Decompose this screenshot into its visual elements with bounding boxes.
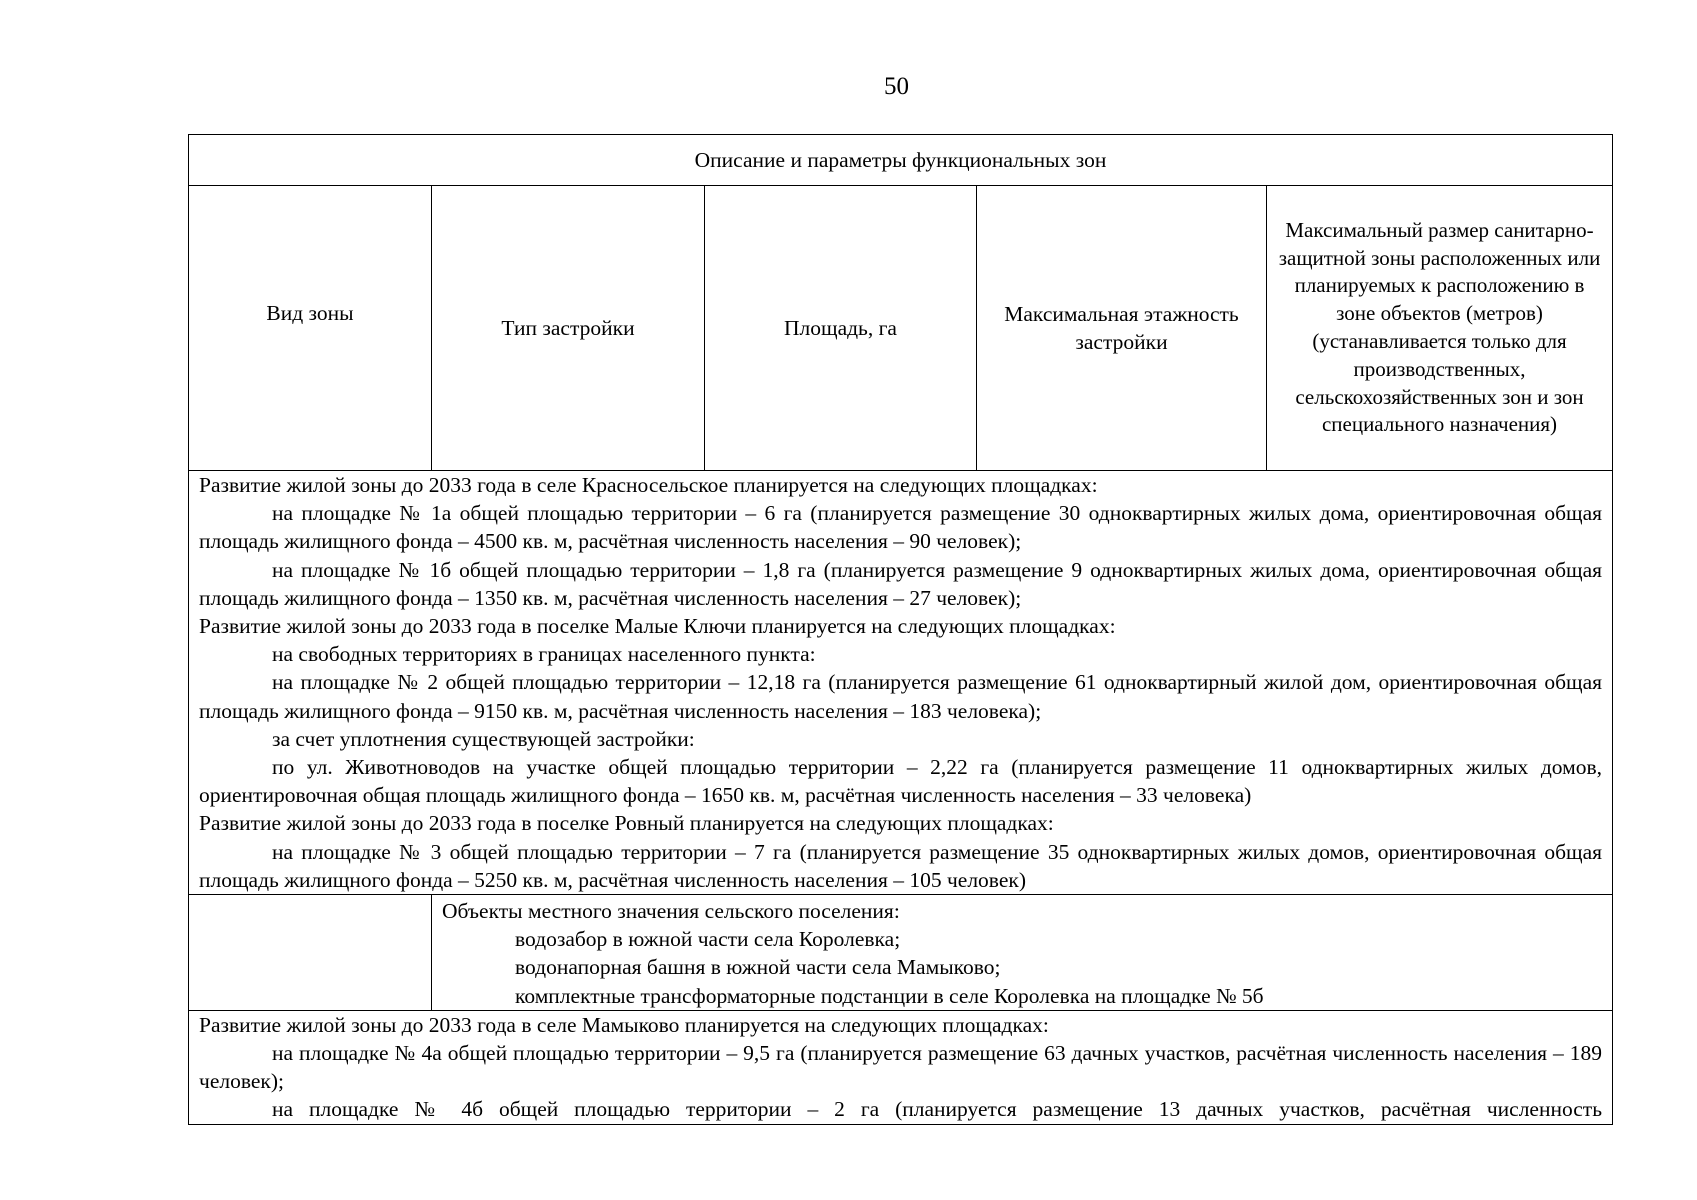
functional-zones-table <box>188 134 1613 1125</box>
paragraph: на площадке № 1а общей площадью территории – 6 га (планируется размещение 30 одноквартирных жилых дома, ориентировочная общая площадь жилищного фонда – 4500 кв. м, расчётная численность населения – 90 человек); <box>199 501 1603 554</box>
section-row <box>189 1010 1613 1124</box>
section-text <box>189 1010 1613 1124</box>
header-max-floors: Максимальная этажность застройки <box>977 186 1267 471</box>
paragraph: Развитие жилой зоны до 2033 года в поселке Малые Ключи планируется на следующих площадках: <box>199 614 1116 639</box>
empty-cell <box>189 895 432 1011</box>
paragraph: на площадке № 2 общей площадью территории – 12,18 га (планируется размещение 61 одноквартирный жилой дом, ориентировочная общая площадь жилищного фонда – 9150 кв. м, расчётная численность населения – 183 человека); <box>199 670 1603 723</box>
object-item: водонапорная башня в южной части села Мамыково; <box>515 955 1001 980</box>
table-title: Описание и параметры функциональных зон <box>189 135 1613 186</box>
paragraph: на площадке № 4б общей площадью территории – 2 га (планируется размещение 13 дачных участков, расчётная численность <box>272 1097 1603 1122</box>
objects-heading: Объекты местного значения сельского поселения: <box>442 899 900 924</box>
page-number: 50 <box>884 73 909 100</box>
paragraph: на свободных территориях в границах населенного пункта: <box>272 642 816 667</box>
header-zone-type: Вид зоны <box>189 186 432 471</box>
object-item: комплектные трансформаторные подстанции в селе Королевка на площадке № 5б <box>515 983 1264 1008</box>
objects-row <box>189 895 1613 1011</box>
paragraph: Развитие жилой зоны до 2033 года в селе Мамыково планируется на следующих площадках: <box>199 1012 1049 1037</box>
objects-cell <box>432 895 1613 1011</box>
paragraph: на площадке № 3 общей площадью территории – 7 га (планируется размещение 35 одноквартирных жилых домов, ориентировочная общая площадь жилищного фонда – 5250 кв. м, расчётная численность населения – 105 человек) <box>199 839 1603 892</box>
paragraph: Развитие жилой зоны до 2033 года в поселке Ровный планируется на следующих площадках: <box>199 811 1054 836</box>
object-item: водозабор в южной части села Королевка; <box>515 927 901 952</box>
paragraph: Развитие жилой зоны до 2033 года в селе Красносельское планируется на следующих площадках: <box>199 473 1098 497</box>
table-header-row <box>189 186 1613 471</box>
paragraph: по ул. Животноводов на участке общей площадью территории – 2,22 га (планируется размещение 11 одноквартирных жилых домов, ориентировочная общая площадь жилищного фонда – 1650 кв. м, расчётная численность населения – 33 человека) <box>199 755 1603 808</box>
paragraph: на площадке № 1б общей площадью территории – 1,8 га (планируется размещение 9 одноквартирных жилых дома, ориентировочная общая площадь жилищного фонда – 1350 кв. м, расчётная численность населения – 27 человек); <box>199 557 1603 610</box>
paragraph: на площадке № 4а общей площадью территории – 9,5 га (планируется размещение 63 дачных участков, расчётная численность населения – 189 человек); <box>199 1041 1603 1094</box>
section-text <box>189 471 1613 895</box>
table-title-row <box>189 135 1613 186</box>
header-area: Площадь, га <box>705 186 977 471</box>
paragraph: за счет уплотнения существующей застройки: <box>272 726 695 751</box>
header-sanitary-zone: Максимальный размер санитарно-защитной зоны расположенных или планируемых к расположению в зоне объектов (метров) (устанавливается только для производственных, сельскохозяйственных зон и зон специального назначения) <box>1267 186 1613 471</box>
header-building-type: Тип застройки <box>432 186 705 471</box>
section-row <box>189 471 1613 895</box>
